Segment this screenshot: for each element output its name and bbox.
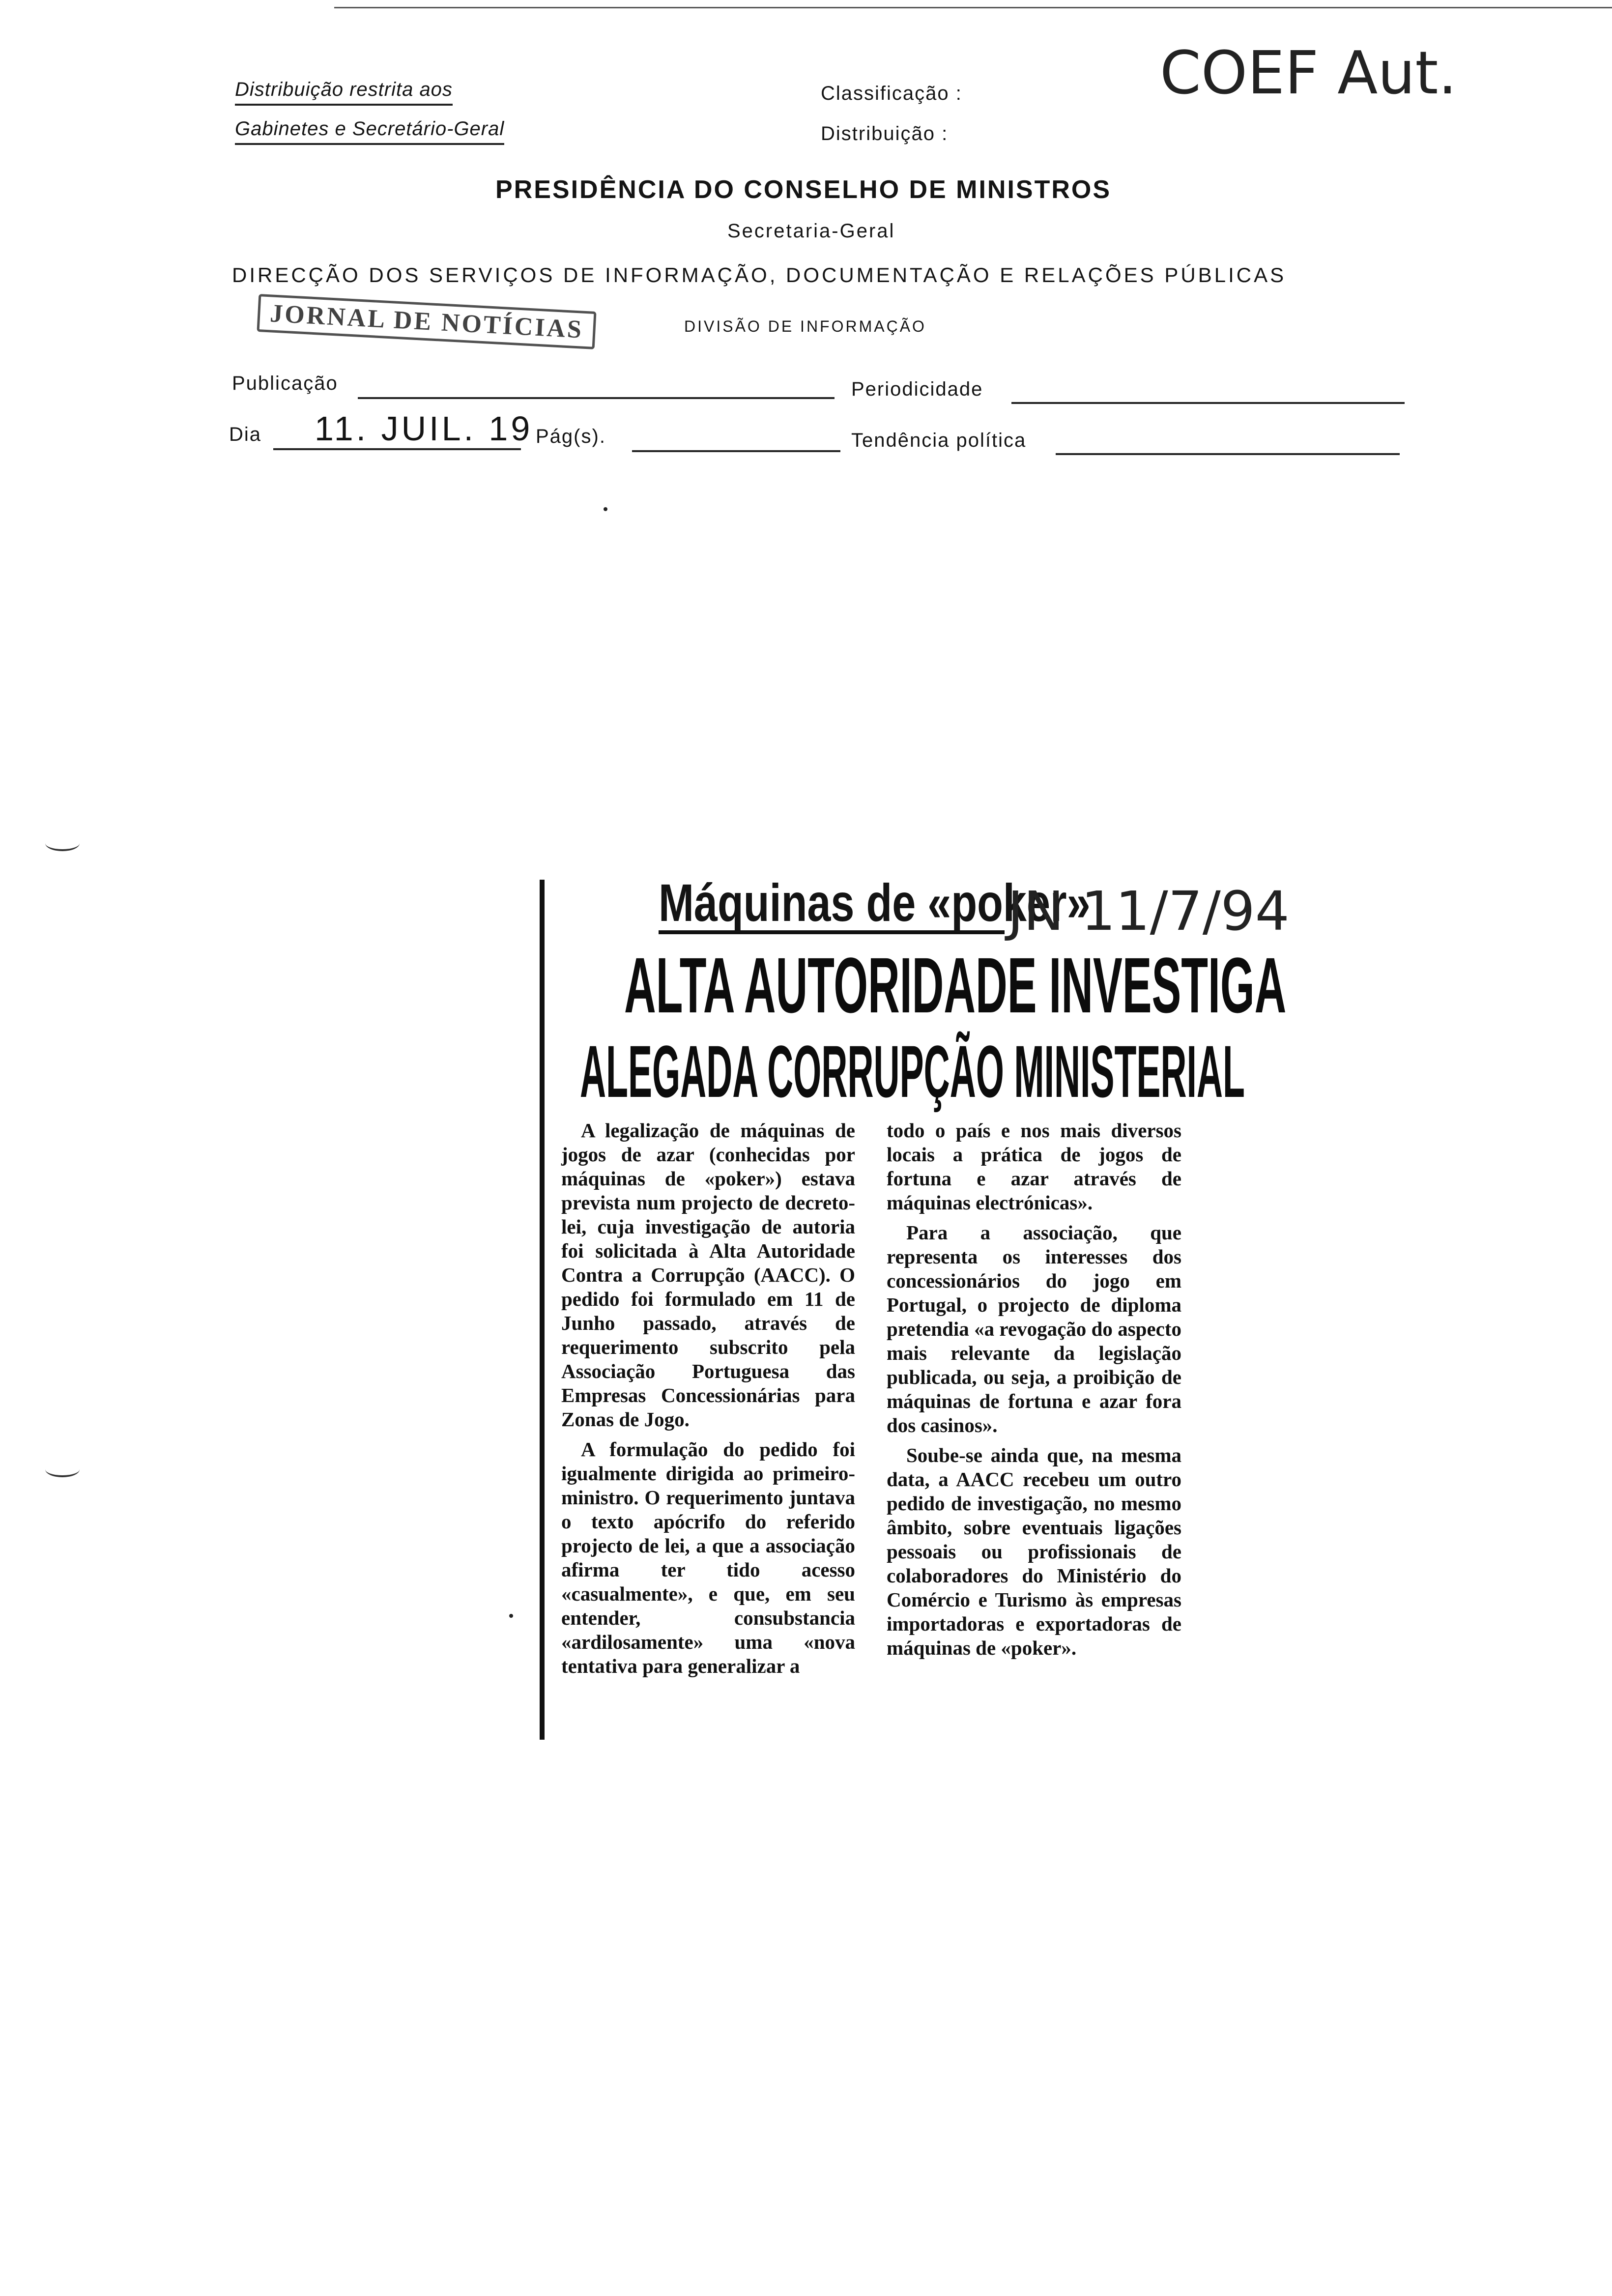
article-paragraph: A formulação do pedido foi igualmente dirigida ao primeiro-ministro. O requerimento juntava o texto apócrifo do referido projecto de lei, a que a associação afirma ter tido acesso «casualmente», e que, em seu entender, consubstancia «ardilosamente» uma «nova tentativa para generalizar a — [561, 1438, 855, 1677]
handwritten-date: JN 11/7/94 — [1008, 880, 1290, 943]
division-label: DIVISÃO DE INFORMAÇÃO — [684, 317, 926, 335]
top-border-line — [334, 7, 1612, 8]
stray-dot — [604, 507, 607, 511]
classification-label: Classificação : — [821, 83, 962, 104]
punch-mark-top — [45, 835, 80, 851]
article-kicker: Máquinas de «poker» — [659, 875, 1005, 934]
publication-label: Publicação — [232, 373, 338, 394]
article-headline-2: ALEGADA CORRUPÇÃO MINISTERIAL — [580, 1030, 1245, 1113]
article-column-2 — [887, 1119, 1181, 1660]
distribution-label: Distribuição : — [821, 123, 949, 144]
punch-mark-bottom — [45, 1462, 80, 1477]
date-stamp: 11. JUIL. 19 — [315, 409, 533, 448]
periodicity-label: Periodicidade — [851, 378, 983, 400]
document-title: PRESIDÊNCIA DO CONSELHO DE MINISTROS — [495, 175, 1112, 204]
clipping-border — [540, 880, 545, 1740]
publication-field-line — [358, 397, 835, 399]
restricted-distribution-line2: Gabinetes e Secretário-Geral — [235, 118, 504, 145]
day-field-line — [273, 448, 521, 450]
stray-dot-2 — [509, 1614, 513, 1618]
publication-stamp: JORNAL DE NOTÍCIAS — [257, 294, 596, 349]
document-subtitle: Secretaria-Geral — [727, 220, 895, 242]
article-paragraph: Para a associação, que representa os interesses dos concessionários do jogo em Portugal, o projecto de diploma pretendia «a revogação do aspecto mais relevante da legislação publicada, ou seja, a proibição de máquinas de fortuna e azar fora dos casinos». — [887, 1221, 1181, 1436]
political-tendency-label: Tendência política — [851, 430, 1027, 451]
directorate-line: DIRECÇÃO DOS SERVIÇOS DE INFORMAÇÃO, DOCUMENTAÇÃO E RELAÇÕES PÚBLICAS — [232, 263, 1287, 287]
article-paragraph: A legalização de máquinas de jogos de azar (conhecidas por máquinas de «poker») estava prevista num projecto de decreto-lei, cuja investigação de autoria foi solicitada à Alta Autoridade Contra a Corrupção (AACC). O pedido foi formulado em 11 de Junho passado, através de requerimento subscrito pela Associação Portuguesa das Empresas Concessionárias para Zonas de Jogo. — [561, 1119, 855, 1431]
pages-label: Pág(s). — [536, 426, 606, 447]
article-paragraph: todo o país e nos mais diversos locais a prática de jogos de fortuna e azar através de máquinas electrónicas». — [887, 1119, 1181, 1214]
periodicity-field-line — [1011, 402, 1405, 404]
restricted-distribution-line1: Distribuição restrita aos — [235, 79, 453, 106]
article-column-1 — [561, 1119, 855, 1678]
article-paragraph: Soube-se ainda que, na mesma data, a AACC recebeu um outro pedido de investigação, no mesmo âmbito, sobre eventuais ligações pessoais ou profissionais de colaboradores do Ministério do Comércio e Turismo às empresas importadoras e exportadoras de máquinas de «poker». — [887, 1444, 1181, 1659]
article-headline-1: ALTA AUTORIDADE INVESTIGA — [624, 941, 1287, 1029]
day-label: Dia — [229, 424, 262, 445]
handwritten-note: COEF Aut. — [1160, 39, 1457, 108]
political-tendency-field-line — [1056, 453, 1400, 455]
pages-field-line — [632, 450, 840, 452]
